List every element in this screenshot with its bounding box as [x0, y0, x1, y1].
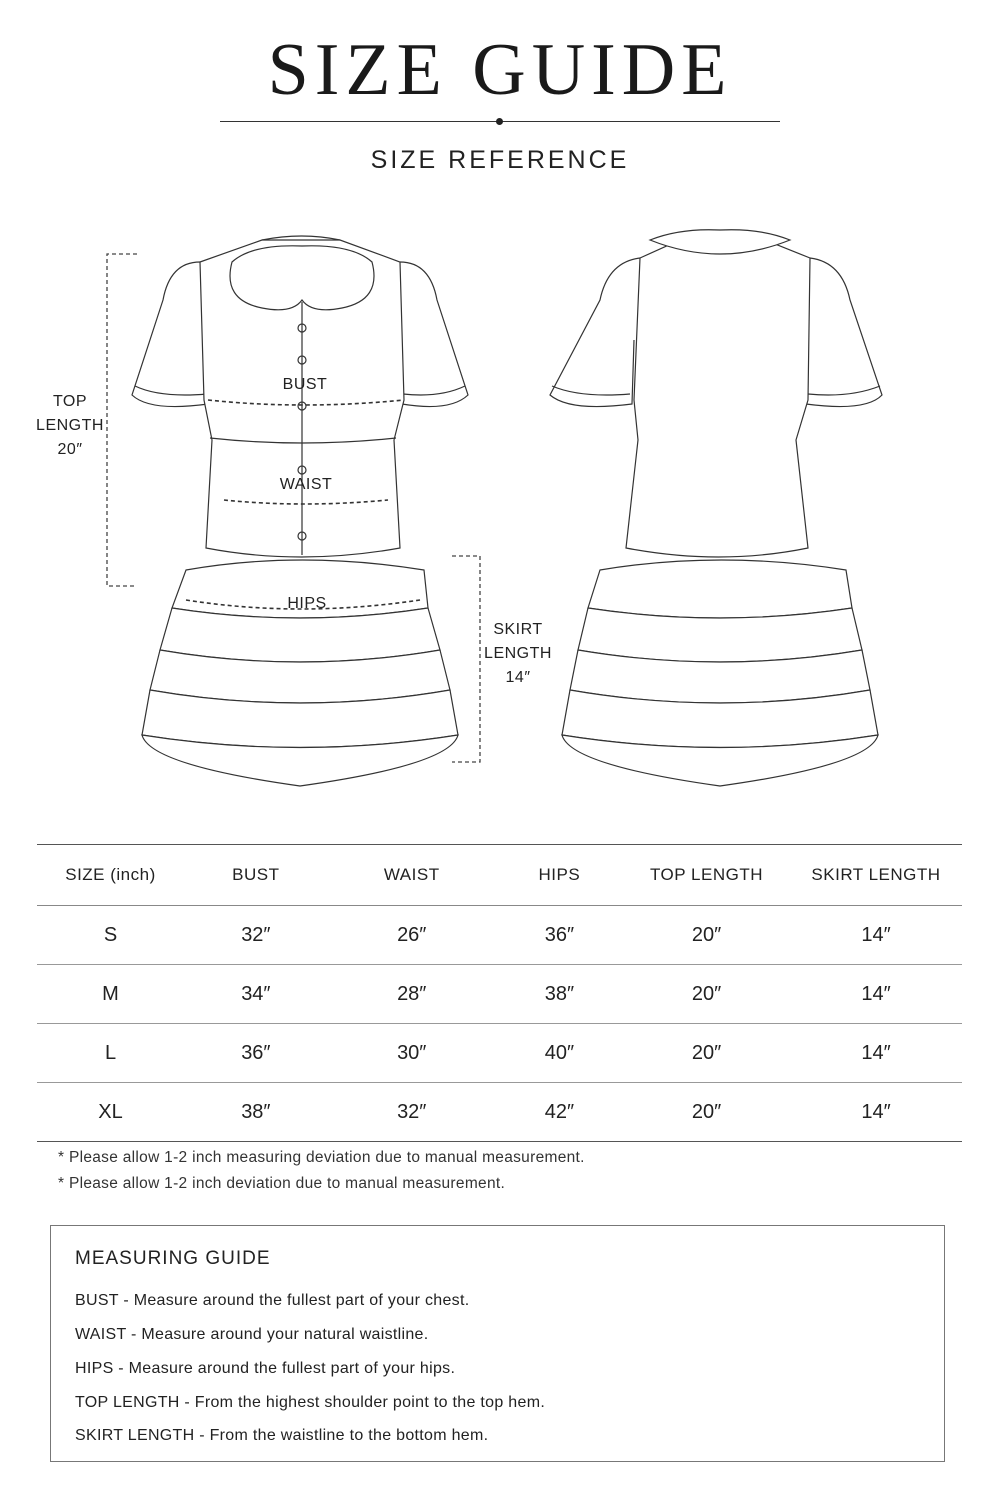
table-cell: 32″: [328, 1083, 496, 1142]
top-length-value: 20″: [57, 441, 83, 458]
table-row: [37, 965, 962, 1024]
table-cell: 42″: [496, 1083, 623, 1142]
table-cell: 14″: [790, 906, 962, 965]
table-cell: 28″: [328, 965, 496, 1024]
table-cell: L: [37, 1024, 184, 1083]
section-subtitle: SIZE REFERENCE: [370, 146, 630, 174]
guide-item-bust: [75, 1292, 469, 1310]
table-cell: 38″: [496, 965, 623, 1024]
table-cell: 20″: [623, 1024, 790, 1083]
front-view-drawing: [132, 236, 468, 786]
col-header-top-length: TOP LENGTH: [623, 845, 790, 906]
table-row: [37, 906, 962, 965]
guide-item-skirt-length: [75, 1427, 488, 1445]
table-cell: S: [37, 906, 184, 965]
measurement-note-2: * Please allow 1-2 inch deviation due to manual measurement.: [58, 1175, 506, 1192]
guide-term: TOP LENGTH: [75, 1394, 180, 1411]
col-header-bust: BUST: [184, 845, 328, 906]
guide-desc: - Measure around the fullest part of your chest.: [118, 1292, 470, 1309]
table-cell: XL: [37, 1083, 184, 1142]
top-length-line1: TOP: [52, 393, 88, 410]
table-cell: 14″: [790, 1083, 962, 1142]
table-cell: 32″: [184, 906, 328, 965]
back-view-drawing: [550, 230, 882, 786]
table-cell: 26″: [328, 906, 496, 965]
col-header-waist: WAIST: [328, 845, 496, 906]
guide-term: SKIRT LENGTH: [75, 1427, 195, 1444]
table-row: [37, 1024, 962, 1083]
col-header-skirt-length: SKIRT LENGTH: [790, 845, 962, 906]
table-cell: 20″: [623, 965, 790, 1024]
guide-term: BUST: [75, 1292, 119, 1309]
table-cell: 20″: [623, 906, 790, 965]
skirt-length-line2: LENGTH: [484, 645, 552, 662]
guide-item-hips: [75, 1360, 455, 1378]
measuring-guide-box: [50, 1225, 945, 1462]
table-header-row: [37, 845, 962, 906]
table-cell: 14″: [790, 965, 962, 1024]
divider-ornament: [496, 118, 503, 125]
guide-item-waist: [75, 1326, 429, 1344]
col-header-size: SIZE (inch): [37, 845, 184, 906]
skirt-length-value: 14″: [505, 669, 531, 686]
top-length-label: [30, 390, 110, 462]
table-cell: 38″: [184, 1083, 328, 1142]
measuring-guide-title: MEASURING GUIDE: [75, 1248, 271, 1269]
top-length-bracket: [107, 254, 137, 586]
guide-term: WAIST: [75, 1326, 127, 1343]
table-cell: 40″: [496, 1024, 623, 1083]
guide-desc: - From the highest shoulder point to the top hem.: [179, 1394, 546, 1411]
skirt-length-line1: SKIRT: [493, 621, 543, 638]
guide-item-top-length: [75, 1394, 545, 1412]
table-cell: 36″: [496, 906, 623, 965]
size-table: [37, 844, 962, 1142]
waist-label: WAIST: [279, 476, 333, 493]
table-cell: 14″: [790, 1024, 962, 1083]
table-cell: M: [37, 965, 184, 1024]
hips-label: HIPS: [287, 595, 327, 612]
table-row: [37, 1083, 962, 1142]
page-title: SIZE GUIDE: [267, 29, 733, 111]
table-cell: 30″: [328, 1024, 496, 1083]
guide-desc: - Measure around your natural waistline.: [126, 1326, 429, 1343]
table-cell: 20″: [623, 1083, 790, 1142]
guide-desc: - From the waistline to the bottom hem.: [194, 1427, 489, 1444]
garment-illustration: [0, 220, 1000, 800]
table-cell: 34″: [184, 965, 328, 1024]
measurement-note-1: * Please allow 1-2 inch measuring deviation due to manual measurement.: [58, 1149, 585, 1166]
bust-label: BUST: [282, 376, 328, 393]
table-cell: 36″: [184, 1024, 328, 1083]
top-length-line2: LENGTH: [36, 417, 104, 434]
guide-desc: - Measure around the fullest part of your hips.: [113, 1360, 456, 1377]
front-left-sleeve: [132, 262, 210, 407]
guide-term: HIPS: [75, 1360, 114, 1377]
col-header-hips: HIPS: [496, 845, 623, 906]
skirt-length-label: [478, 618, 558, 690]
